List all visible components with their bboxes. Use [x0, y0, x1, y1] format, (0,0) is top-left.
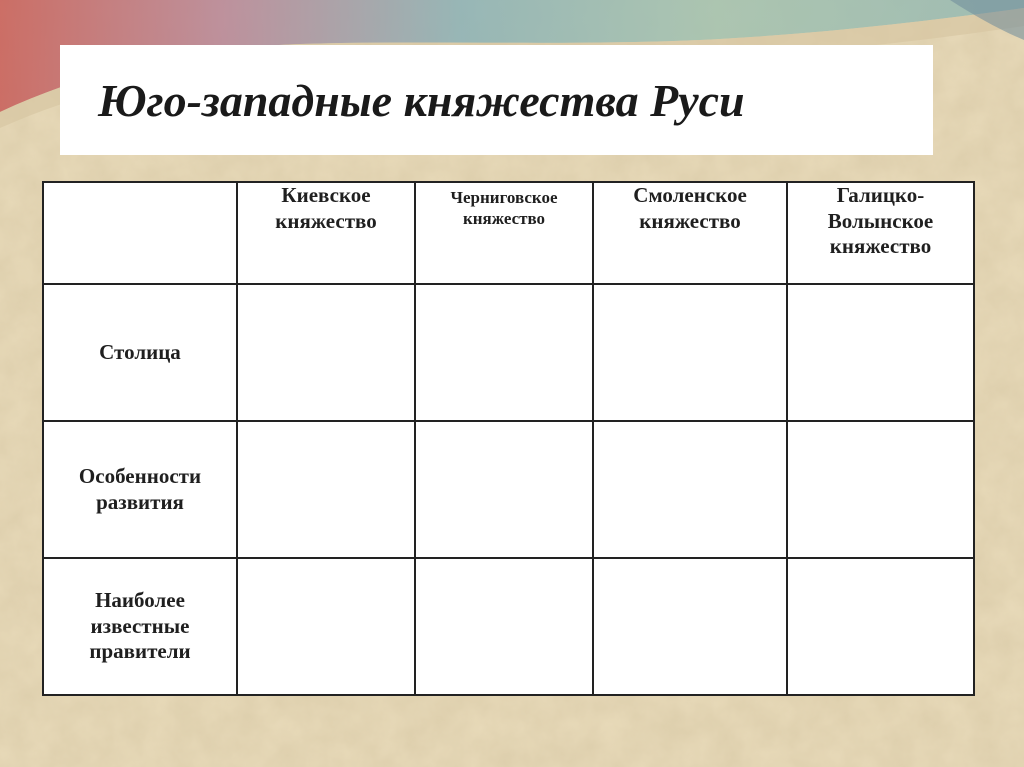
- corner-cell: [43, 182, 237, 284]
- row-label-line: правители: [89, 639, 191, 664]
- header-smolensk-line: Смоленское: [633, 183, 747, 207]
- row-label-rulers: [43, 558, 237, 695]
- row-label-development: [43, 421, 237, 558]
- row-label-line: Наиболее: [95, 588, 185, 613]
- header-smolensk-line: княжество: [639, 208, 741, 233]
- table-cell[interactable]: [593, 284, 787, 421]
- principalities-table: [42, 181, 975, 696]
- header-galich-line: княжество: [829, 234, 932, 259]
- table-cell[interactable]: [415, 558, 593, 695]
- table-row: [43, 284, 974, 421]
- table-cell[interactable]: [237, 284, 415, 421]
- header-kiev: [237, 182, 415, 284]
- header-galich-line: Галицко-: [836, 183, 925, 207]
- header-galich-line: Волынское: [827, 208, 934, 233]
- table-cell[interactable]: [787, 284, 974, 421]
- row-label-line: известные: [90, 613, 190, 638]
- table-row: [43, 558, 974, 695]
- table-header-row: [43, 182, 974, 284]
- table-cell[interactable]: [237, 421, 415, 558]
- table-cell[interactable]: [787, 558, 974, 695]
- table-row: [43, 421, 974, 558]
- header-smolensk: [593, 182, 787, 284]
- header-chernigov-line: Черниговское: [450, 188, 558, 207]
- table-cell[interactable]: [593, 558, 787, 695]
- title-box: [60, 45, 933, 155]
- slide-title: Юго-западные княжества Руси: [98, 74, 745, 126]
- row-label-line: Столица: [99, 339, 181, 364]
- row-label-line: развития: [96, 489, 184, 514]
- header-chernigov: [415, 182, 593, 284]
- table-cell[interactable]: [593, 421, 787, 558]
- table-cell[interactable]: [237, 558, 415, 695]
- header-kiev-line: Киевское: [281, 183, 371, 207]
- table-cell[interactable]: [787, 421, 974, 558]
- row-label-line: Особенности: [78, 463, 202, 488]
- header-chernigov-line: княжество: [462, 208, 546, 228]
- header-galich: [787, 182, 974, 284]
- table-cell[interactable]: [415, 284, 593, 421]
- header-kiev-line: княжество: [275, 208, 377, 233]
- table-cell[interactable]: [415, 421, 593, 558]
- row-label-capital: [43, 284, 237, 421]
